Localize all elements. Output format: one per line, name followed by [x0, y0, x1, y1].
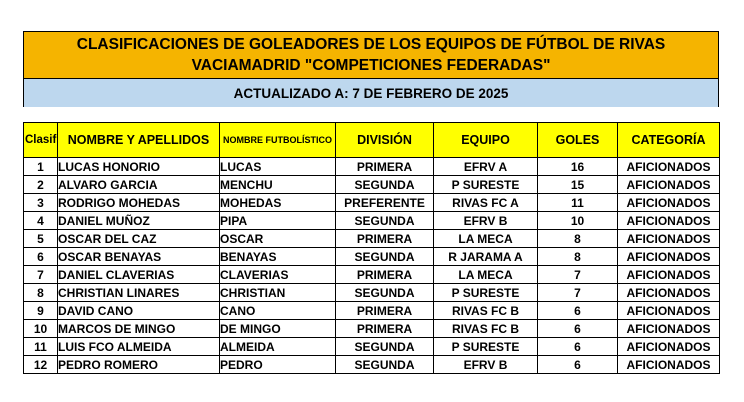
table-row: [24, 338, 720, 356]
cell-full-name: LUCAS HONORIO: [58, 158, 220, 176]
cell-goals: 15: [538, 176, 618, 194]
header-clasif: Clasif: [24, 123, 58, 158]
cell-nickname: CLAVERIAS: [220, 266, 336, 284]
cell-division: SEGUNDA: [336, 338, 434, 356]
cell-full-name: LUIS FCO ALMEIDA: [58, 338, 220, 356]
cell-rank: 9: [24, 302, 58, 320]
title-box: [23, 31, 719, 107]
cell-category: AFICIONADOS: [618, 212, 720, 230]
cell-full-name: DANIEL MUÑOZ: [58, 212, 220, 230]
cell-category: AFICIONADOS: [618, 302, 720, 320]
cell-team: LA MECA: [434, 266, 538, 284]
cell-rank: 2: [24, 176, 58, 194]
cell-rank: 3: [24, 194, 58, 212]
cell-nickname: OSCAR: [220, 230, 336, 248]
cell-division: PRIMERA: [336, 320, 434, 338]
cell-division: SEGUNDA: [336, 212, 434, 230]
updated-date: ACTUALIZADO A: 7 DE FEBRERO DE 2025: [24, 79, 718, 107]
header-category: CATEGORÍA: [618, 123, 720, 158]
cell-nickname: MOHEDAS: [220, 194, 336, 212]
cell-division: PRIMERA: [336, 230, 434, 248]
cell-category: AFICIONADOS: [618, 266, 720, 284]
header-team: EQUIPO: [434, 123, 538, 158]
cell-goals: 6: [538, 356, 618, 374]
cell-full-name: ALVARO GARCIA: [58, 176, 220, 194]
cell-category: AFICIONADOS: [618, 284, 720, 302]
cell-team: RIVAS FC B: [434, 302, 538, 320]
table-row: [24, 212, 720, 230]
header-nickname: NOMBRE FUTBOLÍSTICO: [220, 123, 336, 158]
cell-rank: 8: [24, 284, 58, 302]
cell-team: RIVAS FC A: [434, 194, 538, 212]
title-line-2: VACIAMADRID "COMPETICIONES FEDERADAS": [191, 57, 551, 74]
cell-team: EFRV A: [434, 158, 538, 176]
cell-team: LA MECA: [434, 230, 538, 248]
cell-goals: 16: [538, 158, 618, 176]
cell-rank: 11: [24, 338, 58, 356]
cell-nickname: CHRISTIAN: [220, 284, 336, 302]
cell-goals: 8: [538, 248, 618, 266]
cell-full-name: CHRISTIAN LINARES: [58, 284, 220, 302]
cell-nickname: BENAYAS: [220, 248, 336, 266]
cell-nickname: PIPA: [220, 212, 336, 230]
table-row: [24, 176, 720, 194]
cell-team: P SURESTE: [434, 338, 538, 356]
cell-full-name: RODRIGO MOHEDAS: [58, 194, 220, 212]
table-row: [24, 194, 720, 212]
cell-division: PRIMERA: [336, 266, 434, 284]
header-goals: GOLES: [538, 123, 618, 158]
cell-team: RIVAS FC B: [434, 320, 538, 338]
cell-goals: 7: [538, 266, 618, 284]
header-name: NOMBRE Y APELLIDOS: [58, 123, 220, 158]
cell-full-name: PEDRO ROMERO: [58, 356, 220, 374]
cell-goals: 6: [538, 302, 618, 320]
cell-category: AFICIONADOS: [618, 176, 720, 194]
table-row: [24, 320, 720, 338]
cell-nickname: LUCAS: [220, 158, 336, 176]
cell-full-name: DAVID CANO: [58, 302, 220, 320]
cell-team: EFRV B: [434, 212, 538, 230]
cell-division: SEGUNDA: [336, 248, 434, 266]
cell-goals: 10: [538, 212, 618, 230]
cell-full-name: OSCAR DEL CAZ: [58, 230, 220, 248]
cell-category: AFICIONADOS: [618, 356, 720, 374]
cell-nickname: PEDRO: [220, 356, 336, 374]
cell-category: AFICIONADOS: [618, 248, 720, 266]
cell-full-name: DANIEL CLAVERIAS: [58, 266, 220, 284]
header-row: [24, 123, 720, 158]
table-row: [24, 158, 720, 176]
cell-full-name: MARCOS DE MINGO: [58, 320, 220, 338]
cell-division: SEGUNDA: [336, 176, 434, 194]
title-banner: [24, 32, 718, 79]
cell-team: P SURESTE: [434, 176, 538, 194]
cell-goals: 6: [538, 338, 618, 356]
header-division: DIVISIÓN: [336, 123, 434, 158]
table-row: [24, 266, 720, 284]
cell-goals: 7: [538, 284, 618, 302]
cell-rank: 12: [24, 356, 58, 374]
cell-division: PRIMERA: [336, 158, 434, 176]
cell-goals: 8: [538, 230, 618, 248]
cell-category: AFICIONADOS: [618, 158, 720, 176]
cell-nickname: CANO: [220, 302, 336, 320]
table-row: [24, 230, 720, 248]
cell-nickname: DE MINGO: [220, 320, 336, 338]
cell-category: AFICIONADOS: [618, 320, 720, 338]
cell-goals: 11: [538, 194, 618, 212]
table-row: [24, 356, 720, 374]
cell-team: EFRV B: [434, 356, 538, 374]
cell-team: P SURESTE: [434, 284, 538, 302]
cell-rank: 10: [24, 320, 58, 338]
table-row: [24, 302, 720, 320]
cell-rank: 7: [24, 266, 58, 284]
cell-category: AFICIONADOS: [618, 338, 720, 356]
cell-rank: 6: [24, 248, 58, 266]
cell-full-name: OSCAR BENAYAS: [58, 248, 220, 266]
cell-division: SEGUNDA: [336, 284, 434, 302]
cell-nickname: ALMEIDA: [220, 338, 336, 356]
cell-rank: 1: [24, 158, 58, 176]
cell-goals: 6: [538, 320, 618, 338]
table-row: [24, 248, 720, 266]
cell-rank: 5: [24, 230, 58, 248]
table-row: [24, 284, 720, 302]
cell-division: SEGUNDA: [336, 356, 434, 374]
cell-category: AFICIONADOS: [618, 194, 720, 212]
cell-division: PRIMERA: [336, 302, 434, 320]
cell-division: PREFERENTE: [336, 194, 434, 212]
cell-category: AFICIONADOS: [618, 230, 720, 248]
cell-nickname: MENCHU: [220, 176, 336, 194]
cell-team: R JARAMA A: [434, 248, 538, 266]
scorers-table: [23, 122, 720, 374]
title-line-1: CLASIFICACIONES DE GOLEADORES DE LOS EQUIPOS DE FÚTBOL DE RIVAS: [76, 36, 666, 53]
cell-rank: 4: [24, 212, 58, 230]
